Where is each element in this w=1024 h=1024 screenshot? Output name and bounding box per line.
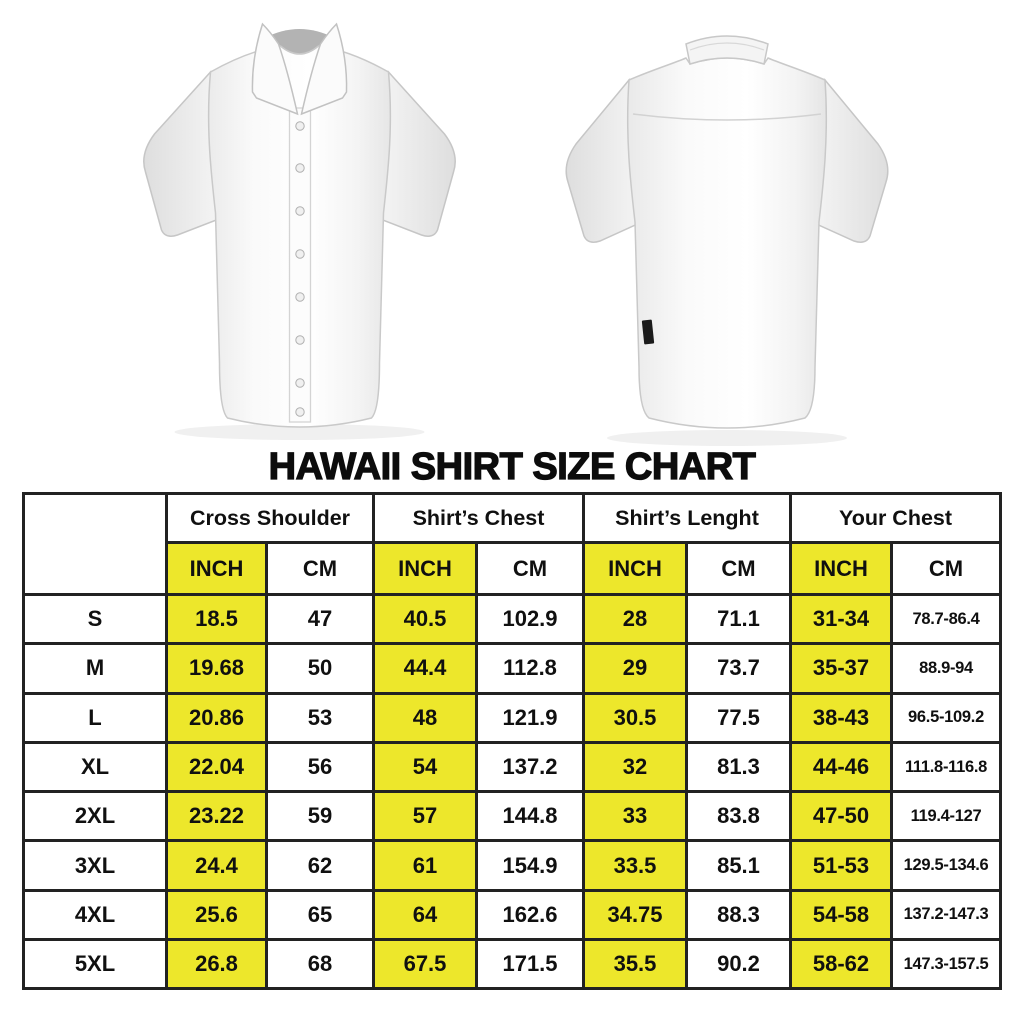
data-cell: 73.7	[687, 644, 791, 693]
size-chart-table	[22, 492, 1002, 990]
data-cell: 40.5	[374, 595, 477, 644]
data-cell: 47	[267, 595, 374, 644]
data-cell: 71.1	[687, 595, 791, 644]
data-cell: 28	[584, 595, 687, 644]
table-row	[24, 940, 1001, 989]
data-cell: 48	[374, 693, 477, 742]
data-cell: 51-53	[791, 841, 892, 890]
shirt-front-image	[102, 8, 497, 445]
table-row	[24, 595, 1001, 644]
unit-header-inch: INCH	[791, 543, 892, 595]
data-cell: 19.68	[167, 644, 267, 693]
shirt-photos	[0, 0, 1024, 446]
shirt-body	[627, 58, 826, 428]
data-cell: 57	[374, 792, 477, 841]
data-cell: 44-46	[791, 742, 892, 791]
data-cell: 111.8-116.8	[892, 742, 1001, 791]
data-cell: 30.5	[584, 693, 687, 742]
table-row	[24, 693, 1001, 742]
unit-header-inch: INCH	[167, 543, 267, 595]
data-cell: 50	[267, 644, 374, 693]
data-cell: 119.4-127	[892, 792, 1001, 841]
data-cell: 26.8	[167, 940, 267, 989]
size-cell: 3XL	[24, 841, 167, 890]
group-header-row	[24, 494, 1001, 543]
size-cell: XL	[24, 742, 167, 791]
data-cell: 47-50	[791, 792, 892, 841]
data-cell: 20.86	[167, 693, 267, 742]
data-cell: 33.5	[584, 841, 687, 890]
data-cell: 96.5-109.2	[892, 693, 1001, 742]
data-cell: 31-34	[791, 595, 892, 644]
size-cell: M	[24, 644, 167, 693]
unit-header-cm: CM	[267, 543, 374, 595]
data-cell: 102.9	[477, 595, 584, 644]
page-title: HAWAII SHIRT SIZE CHART	[268, 446, 756, 488]
shirt-back-image	[531, 22, 923, 452]
shirt-back-wrap	[531, 22, 923, 457]
data-cell: 88.9-94	[892, 644, 1001, 693]
data-cell: 59	[267, 792, 374, 841]
table-row	[24, 890, 1001, 939]
data-cell: 171.5	[477, 940, 584, 989]
data-cell: 38-43	[791, 693, 892, 742]
data-cell: 121.9	[477, 693, 584, 742]
data-cell: 22.04	[167, 742, 267, 791]
data-cell: 137.2-147.3	[892, 890, 1001, 939]
data-cell: 61	[374, 841, 477, 890]
data-cell: 35.5	[584, 940, 687, 989]
data-cell: 29	[584, 644, 687, 693]
size-cell: L	[24, 693, 167, 742]
data-cell: 24.4	[167, 841, 267, 890]
unit-header-row	[24, 543, 1001, 595]
data-cell: 154.9	[477, 841, 584, 890]
group-header-shirts-lenght: Shirt’s Lenght	[584, 494, 791, 543]
data-cell: 58-62	[791, 940, 892, 989]
data-cell: 44.4	[374, 644, 477, 693]
data-cell: 23.22	[167, 792, 267, 841]
data-cell: 67.5	[374, 940, 477, 989]
data-cell: 85.1	[687, 841, 791, 890]
group-header-cross-shoulder: Cross Shoulder	[167, 494, 374, 543]
data-cell: 90.2	[687, 940, 791, 989]
data-cell: 35-37	[791, 644, 892, 693]
data-cell: 68	[267, 940, 374, 989]
data-cell: 77.5	[687, 693, 791, 742]
data-cell: 33	[584, 792, 687, 841]
unit-header-cm: CM	[687, 543, 791, 595]
size-cell: S	[24, 595, 167, 644]
table-row	[24, 792, 1001, 841]
data-cell: 112.8	[477, 644, 584, 693]
unit-header-cm: CM	[892, 543, 1001, 595]
unit-header-inch: INCH	[584, 543, 687, 595]
data-cell: 65	[267, 890, 374, 939]
data-cell: 162.6	[477, 890, 584, 939]
data-cell: 18.5	[167, 595, 267, 644]
data-cell: 25.6	[167, 890, 267, 939]
data-cell: 88.3	[687, 890, 791, 939]
table-row	[24, 841, 1001, 890]
data-cell: 137.2	[477, 742, 584, 791]
size-cell: 5XL	[24, 940, 167, 989]
data-cell: 62	[267, 841, 374, 890]
data-cell: 147.3-157.5	[892, 940, 1001, 989]
data-cell: 144.8	[477, 792, 584, 841]
data-cell: 53	[267, 693, 374, 742]
button-placket	[289, 108, 310, 422]
corner-cell	[24, 494, 167, 595]
data-cell: 129.5-134.6	[892, 841, 1001, 890]
data-cell: 78.7-86.4	[892, 595, 1001, 644]
unit-header-inch: INCH	[374, 543, 477, 595]
data-cell: 54-58	[791, 890, 892, 939]
data-cell: 64	[374, 890, 477, 939]
shadow	[607, 430, 847, 446]
size-cell: 2XL	[24, 792, 167, 841]
unit-header-cm: CM	[477, 543, 584, 595]
table-row	[24, 644, 1001, 693]
data-cell: 34.75	[584, 890, 687, 939]
size-cell: 4XL	[24, 890, 167, 939]
table-row	[24, 742, 1001, 791]
data-cell: 83.8	[687, 792, 791, 841]
data-cell: 56	[267, 742, 374, 791]
data-cell: 54	[374, 742, 477, 791]
group-header-your-chest: Your Chest	[791, 494, 1001, 543]
group-header-shirts-chest: Shirt’s Chest	[374, 494, 584, 543]
data-cell: 32	[584, 742, 687, 791]
data-cell: 81.3	[687, 742, 791, 791]
